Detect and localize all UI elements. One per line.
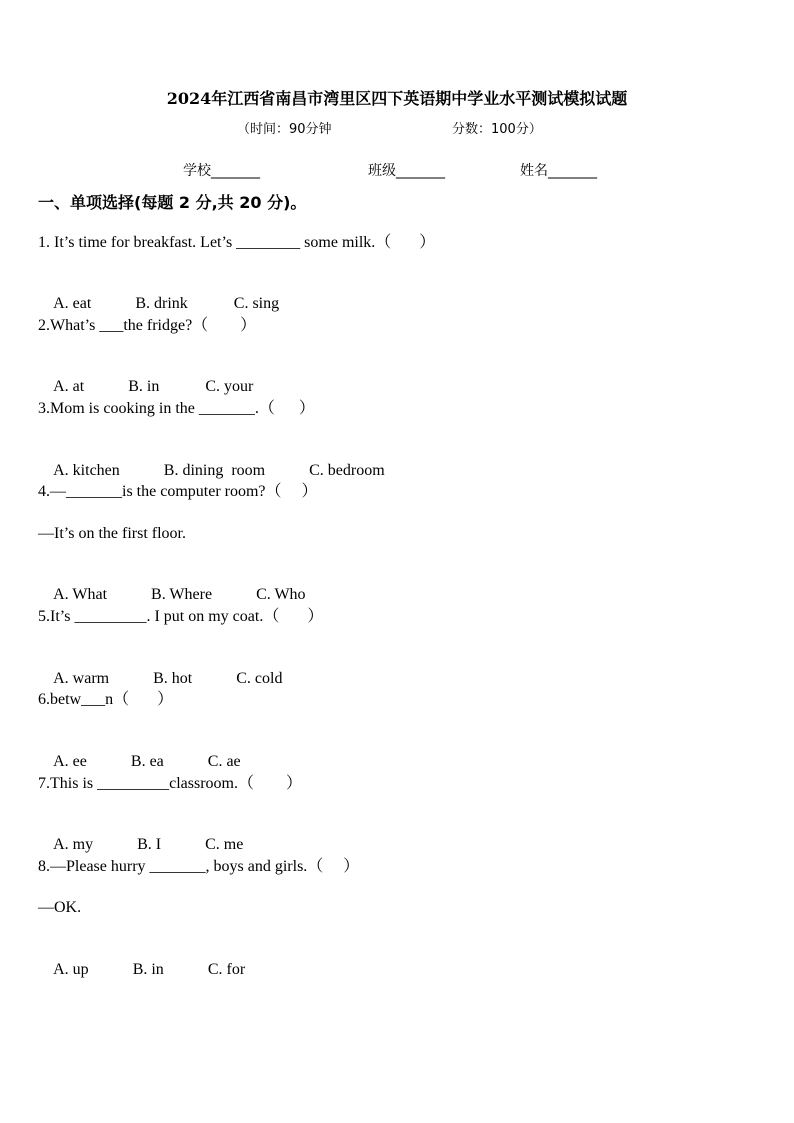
question-8-options (38, 940, 245, 1000)
option-a: A. eat (53, 295, 92, 312)
option-b: B. hot (153, 670, 193, 687)
option-b: B. I (137, 836, 162, 853)
option-a: A. up (53, 961, 89, 978)
option-b: B. ea (130, 753, 164, 770)
option-a: A. warm (53, 670, 110, 687)
option-b: B. Where (151, 586, 213, 603)
question-2-stem: 2.What’s ___the fridge?（ ） (38, 317, 257, 334)
question-7-stem: 7.This is _________classroom.（ ） (38, 775, 302, 792)
option-a: A. kitchen (53, 462, 120, 479)
question-6-stem: 6.betw___n（ ） (38, 691, 174, 708)
question-5-stem: 5.It’s _________. I put on my coat.（ ） (38, 608, 324, 625)
option-c: C. bedroom (309, 462, 385, 479)
option-c: C. cold (236, 670, 283, 687)
option-c: C. Who (256, 586, 306, 603)
option-c: C. ae (207, 753, 241, 770)
exam-time: （时间：90分钟 (237, 122, 332, 137)
school-field-label: 学校_______ (183, 163, 260, 179)
section-heading: 一、单项选择(每题 2 分,共 20 分)。 (38, 193, 307, 212)
question-8-stem: 8.—Please hurry _______, boys and girls.（ ） (38, 858, 360, 875)
question-8-dialog: —OK. (38, 899, 82, 916)
option-a: A. What (53, 586, 108, 603)
option-b: B. in (132, 961, 164, 978)
name-field-label: 姓名_______ (520, 163, 597, 179)
option-b: B. in (128, 378, 160, 395)
option-a: A. ee (53, 753, 87, 770)
option-c: C. me (205, 836, 244, 853)
option-c: C. your (205, 378, 254, 395)
exam-title: 2024年江西省南昌市湾里区四下英语期中学业水平测试模拟试题 (166, 89, 628, 108)
class-field-label: 班级_______ (368, 163, 445, 179)
question-4-stem: 4.—_______is the computer room?（ ） (38, 483, 318, 500)
question-1-stem: 1. It’s time for breakfast. Let’s ________ some milk.（ ） (38, 234, 436, 251)
question-3-stem: 3.Mom is cooking in the _______.（ ） (38, 400, 315, 417)
option-b: B. dining room (163, 462, 266, 479)
option-c: C. sing (233, 295, 280, 312)
option-a: A. my (53, 836, 94, 853)
option-a: A. at (53, 378, 85, 395)
question-4-dialog: —It’s on the first floor. (38, 525, 186, 542)
option-c: C. for (207, 961, 246, 978)
exam-score: 分数：100分） (452, 122, 542, 137)
option-b: B. drink (135, 295, 188, 312)
